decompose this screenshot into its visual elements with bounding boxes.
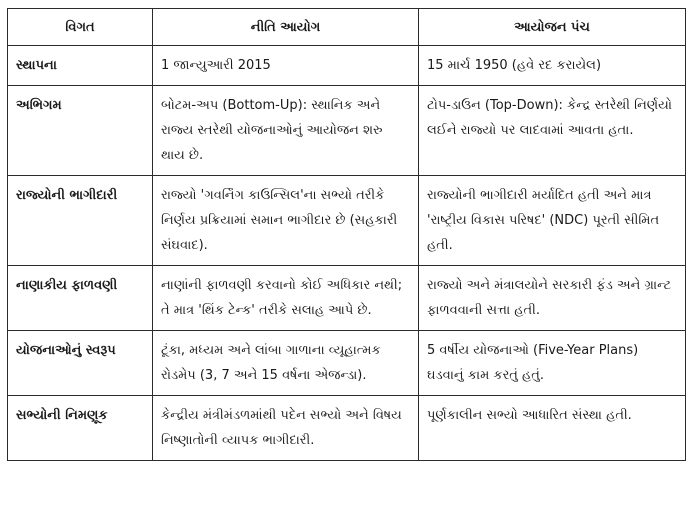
- table-row: [8, 176, 686, 266]
- niti-cell: કેન્દ્રીય મંત્રીમંડળમાંથી પદેન સભ્યો અને વિષય નિષ્ણાતોની વ્યાપક ભાગીદારી.: [153, 396, 419, 461]
- table-row: [8, 46, 686, 86]
- header-planning-commission: આયોજન પંચ: [419, 9, 686, 46]
- planning-cell: 5 વર્ષીય યોજનાઓ (Five-Year Plans) ઘડવાનું કામ કરતું હતું.: [419, 331, 686, 396]
- comparison-table: [7, 8, 686, 461]
- table-header-row: [8, 9, 686, 46]
- table-row: [8, 396, 686, 461]
- niti-cell: બોટમ-અપ (Bottom-Up): સ્થાનિક અને રાજ્ય સ્તરેથી યોજનાઓનું આયોજન શરુ થાય છે.: [153, 86, 419, 176]
- header-niti-aayog: નીતિ આયોગ: [153, 9, 419, 46]
- niti-cell: ટૂંકા, મધ્યમ અને લાંબા ગાળાના વ્યૂહાત્મક રોડમેપ (3, 7 અને 15 વર્ષના એજન્ડા).: [153, 331, 419, 396]
- row-label: અભિગમ: [8, 86, 153, 176]
- table-row: [8, 331, 686, 396]
- niti-cell: 1 જાન્યુઆરી 2015: [153, 46, 419, 86]
- niti-cell: રાજ્યો 'ગવર્નિંગ કાઉન્સિલ'ના સભ્યો તરીકે નિર્ણય પ્રક્રિયામાં સમાન ભાગીદાર છે (સહકારી સંઘવાદ).: [153, 176, 419, 266]
- row-label: નાણાકીય ફાળવણી: [8, 266, 153, 331]
- row-label: સ્થાપના: [8, 46, 153, 86]
- planning-cell: રાજ્યોની ભાગીદારી મર્યાદિત હતી અને માત્ર 'રાષ્ટ્રીય વિકાસ પરિષદ' (NDC) પૂરતી સીમિત હતી.: [419, 176, 686, 266]
- row-label: રાજ્યોની ભાગીદારી: [8, 176, 153, 266]
- niti-cell: નાણાંની ફાળવણી કરવાનો કોઈ અધિકાર નથી; તે માત્ર 'થિંક ટેન્ક' તરીકે સલાહ આપે છે.: [153, 266, 419, 331]
- table-row: [8, 86, 686, 176]
- planning-cell: પૂર્ણકાલીન સભ્યો આધારિત સંસ્થા હતી.: [419, 396, 686, 461]
- planning-cell: 15 માર્ચ 1950 (હવે રદ કરાયેલ): [419, 46, 686, 86]
- row-label: સભ્યોની નિમણૂક: [8, 396, 153, 461]
- header-detail: વિગત: [8, 9, 153, 46]
- planning-cell: રાજ્યો અને મંત્રાલયોને સરકારી ફંડ અને ગ્રાન્ટ ફાળવવાની સત્તા હતી.: [419, 266, 686, 331]
- table-row: [8, 266, 686, 331]
- row-label: યોજનાઓનું સ્વરૂપ: [8, 331, 153, 396]
- planning-cell: ટોપ-ડાઉન (Top-Down): કેન્દ્ર સ્તરેથી નિર્ણયો લઈને રાજ્યો પર લાદવામાં આવતા હતા.: [419, 86, 686, 176]
